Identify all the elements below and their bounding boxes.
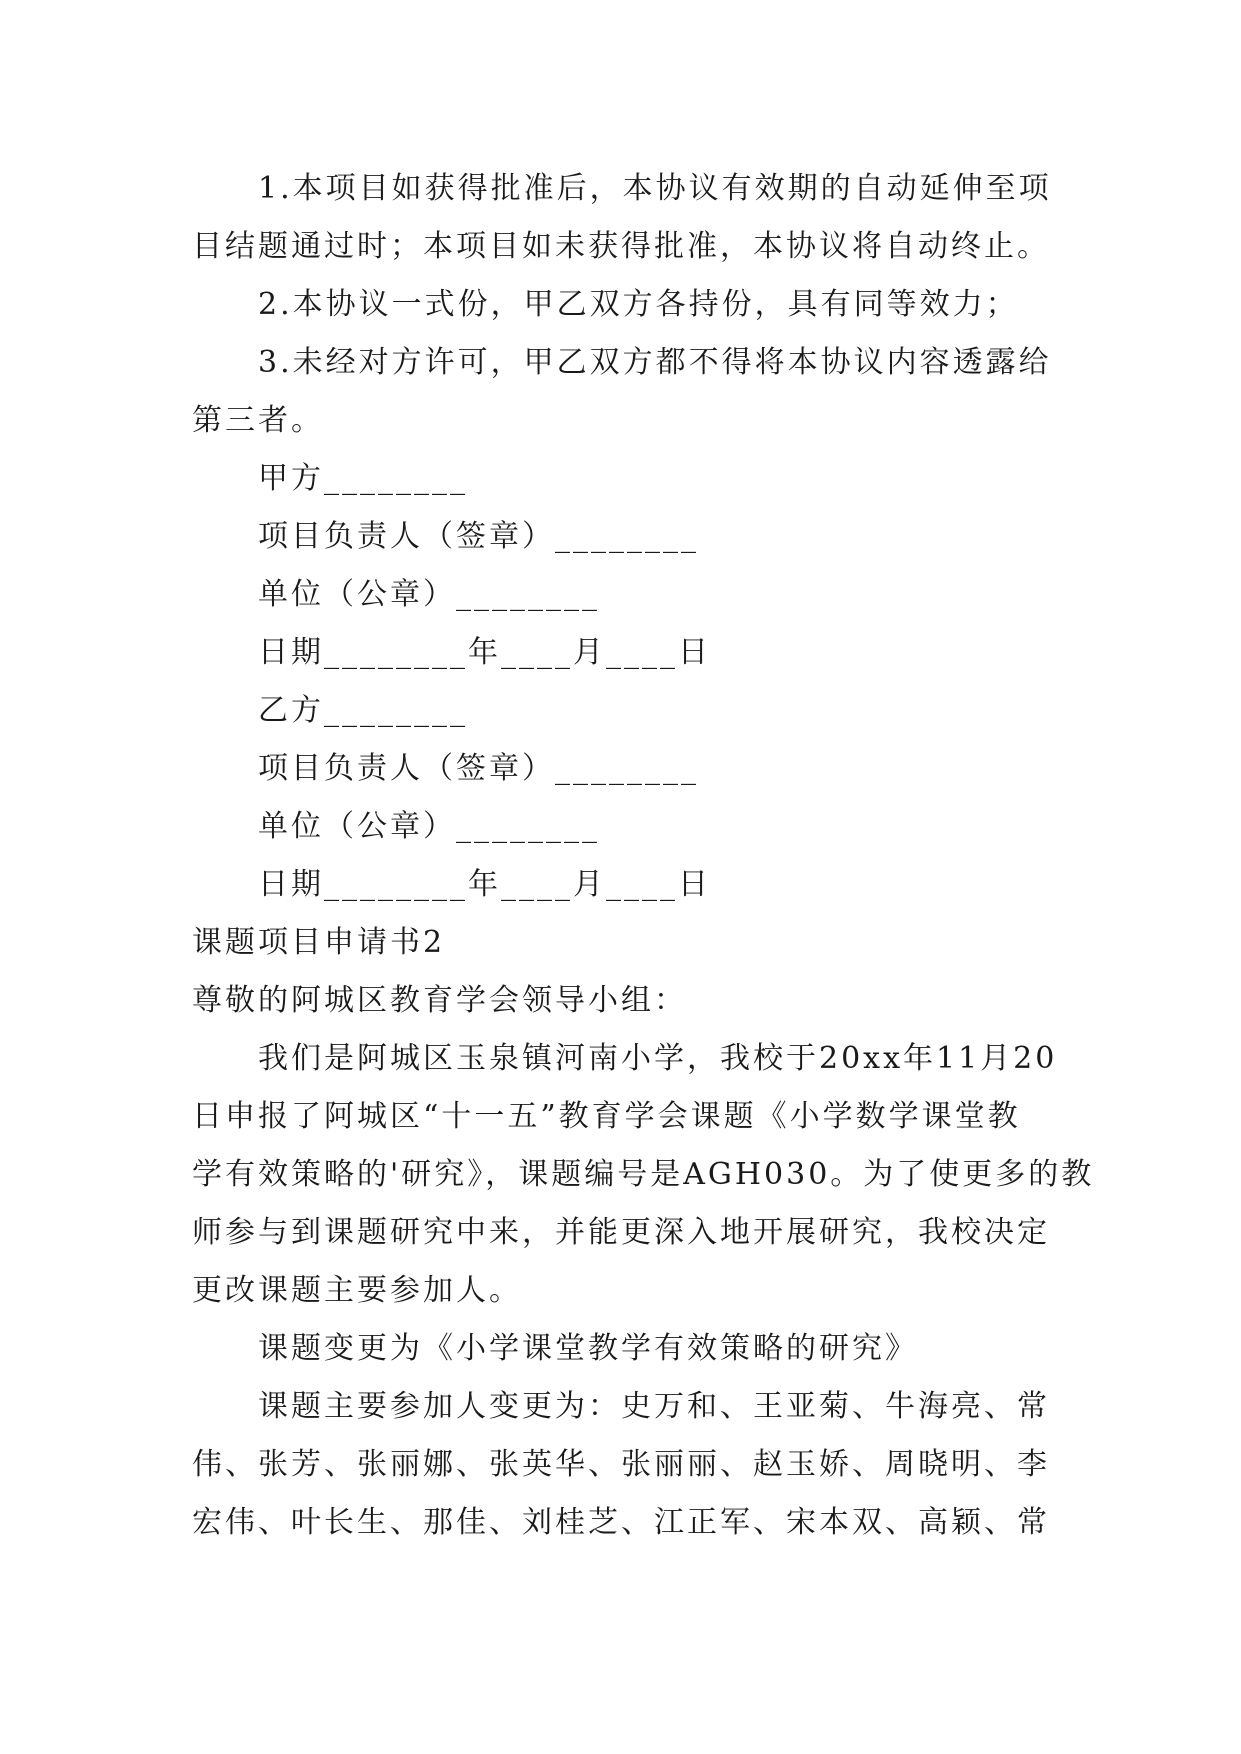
paragraph-line: 目结题通过时；本项目如未获得批准，本协议将自动终止。 [192, 229, 1050, 264]
paragraph-line: 日申报了阿城区“十一五”教育学会课题《小学数学课堂教 [192, 1099, 1021, 1134]
paragraph-line: 伟、张芳、张丽娜、张英华、张丽丽、赵玉娇、周晓明、李 [192, 1447, 1050, 1482]
paragraph-line: 课题主要参加人变更为：史万和、王亚菊、牛海亮、常 [258, 1389, 1050, 1424]
document-page [192, 160, 1095, 1552]
paragraph-line: 宏伟、叶长生、那佳、刘桂芝、江正军、宋本双、高颖、常 [192, 1505, 1050, 1540]
paragraph-line: 第三者。 [192, 403, 324, 438]
project-leader-signature-line: 项目负责人（签章）________ [258, 751, 699, 786]
unit-seal-line: 单位（公章）________ [258, 577, 600, 612]
paragraph-line: 3.未经对方许可，甲乙双方都不得将本协议内容透露给 [258, 345, 1052, 380]
paragraph-line: 更改课题主要参加人。 [192, 1273, 522, 1308]
paragraph-line: 课题变更为《小学课堂教学有效策略的研究》 [258, 1331, 918, 1366]
paragraph-line: 学有效策略的'研究》，课题编号是AGH030。为了使更多的教 [192, 1157, 1095, 1192]
party-a-line: 甲方________ [258, 461, 468, 496]
salutation: 尊敬的阿城区教育学会领导小组： [192, 983, 687, 1018]
date-line: 日期________年____月____日 [258, 867, 711, 902]
project-leader-signature-line: 项目负责人（签章）________ [258, 519, 699, 554]
paragraph-line: 1.本项目如获得批准后，本协议有效期的自动延伸至项 [258, 171, 1052, 206]
party-b-line: 乙方________ [258, 693, 468, 728]
section-title: 课题项目申请书2 [192, 925, 446, 960]
paragraph-line: 师参与到课题研究中来，并能更深入地开展研究，我校决定 [192, 1215, 1050, 1250]
date-line: 日期________年____月____日 [258, 635, 711, 670]
unit-seal-line: 单位（公章）________ [258, 809, 600, 844]
paragraph-line: 我们是阿城区玉泉镇河南小学，我校于20xx年11月20 [258, 1041, 1058, 1076]
paragraph-line: 2.本协议一式份，甲乙双方各持份，具有同等效力； [258, 287, 1019, 322]
